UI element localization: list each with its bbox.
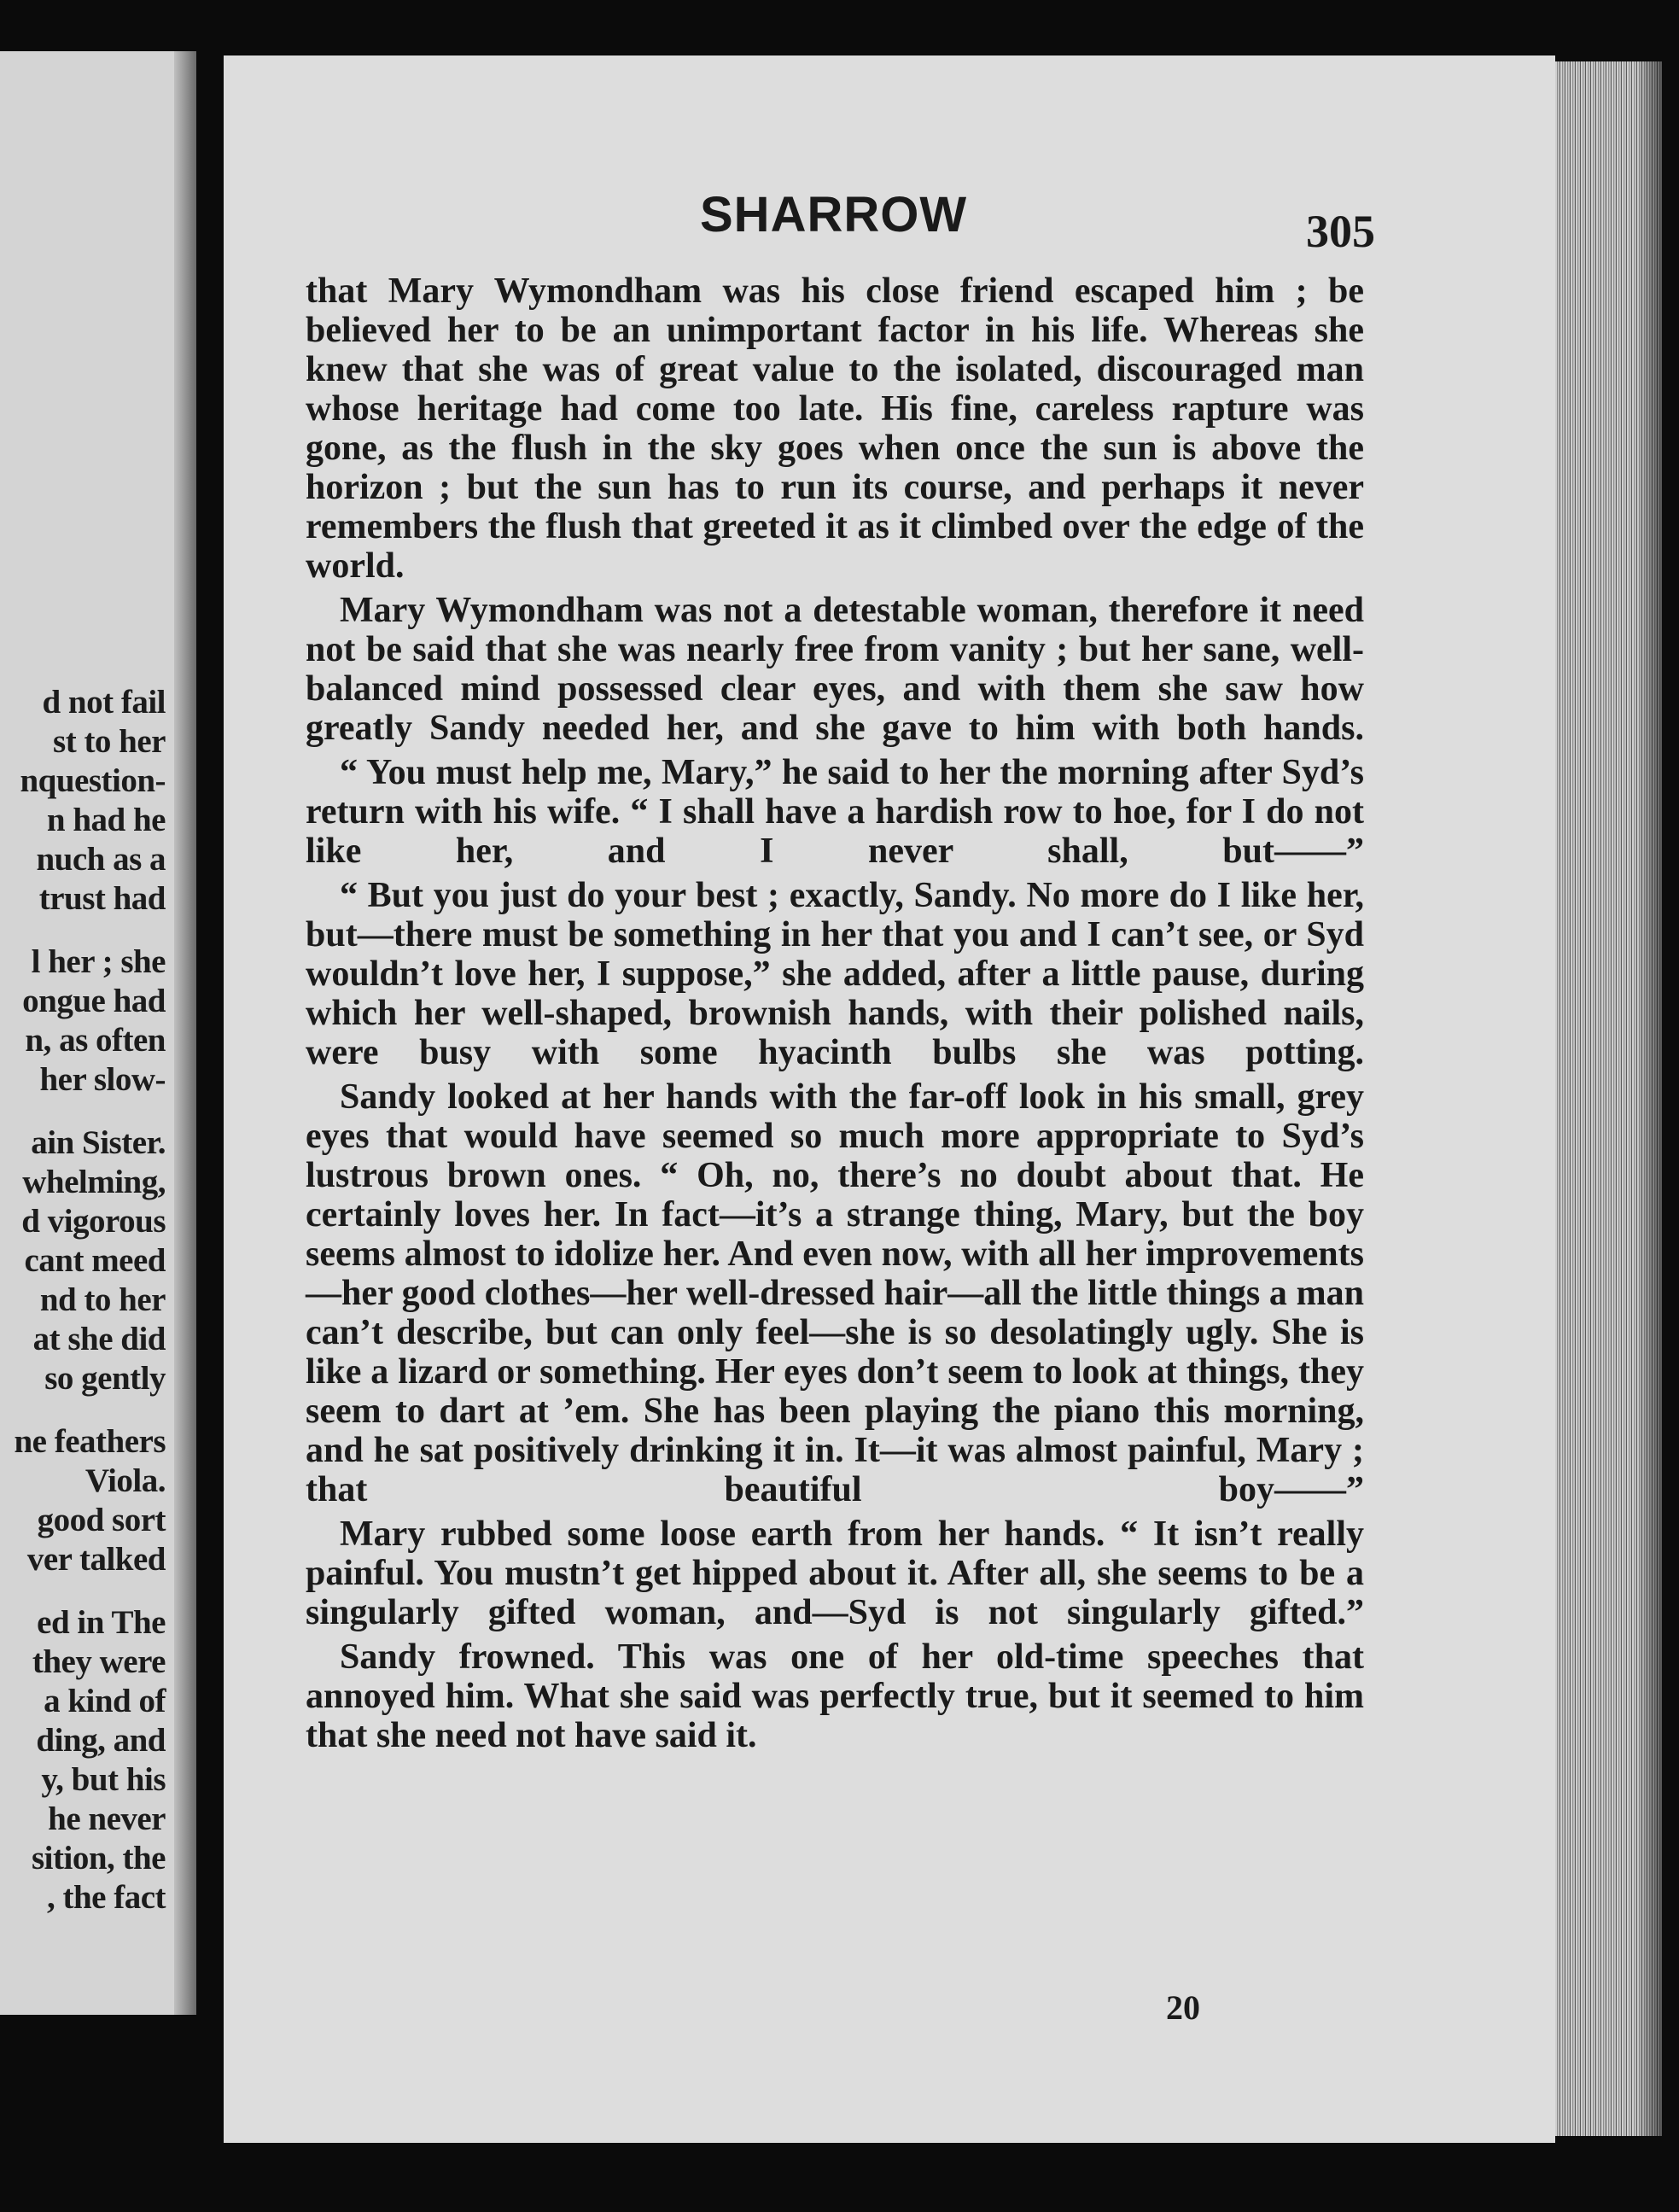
paragraph: Sandy looked at her hands with the far-off look in his small, grey eyes that would have seemed so much more appropriate to Syd’s lustrous brown ones. “ Oh, no, there’s no doubt about that. He certainly loves her. In fact—it’s a strange thing, Mary, but the boy seems almost to idolize her. And even now, with all her improvements—her good clothes—her well-dressed hair—all the little things a man can’t describe, but can only feel—she is so desolatingly ugly. She is like a lizard or something. Her eyes don’t seem to look at things, they seem to dart at ’em. She has been playing the piano this morning, and he sat positively drinking it in. It—it was almost painful, Mary ; that beautiful boy——” [306, 1077, 1364, 1509]
paragraph: Mary rubbed some loose earth from her hands. “ It isn’t really painful. You mustn’t get hipped about it. After all, she seems to be a singularly gifted woman, and—Syd is not singularly gifted.” [306, 1515, 1364, 1632]
facing-page-line: nuch as a [36, 841, 166, 878]
facing-page-line: Viola. [85, 1462, 166, 1499]
body-text [306, 271, 1364, 1755]
signature-mark: 20 [1166, 1988, 1200, 2027]
facing-page-line: l her ; she [31, 943, 166, 980]
facing-page-line: sition, the [31, 1840, 166, 1876]
facing-page-line: st to her [53, 723, 166, 760]
facing-page-line: ed in The [37, 1604, 166, 1641]
page-stack-edge [1555, 61, 1662, 2136]
facing-page-line: a kind of [44, 1683, 166, 1719]
facing-page-gutter [174, 51, 196, 2015]
paragraph: “ You must help me, Mary,” he said to her the morning after Syd’s return with his wife. “ I shall have a hardish row to hoe, for I do not like her, and I never shall, but——” [306, 753, 1364, 871]
facing-page-line: ain Sister. [31, 1124, 166, 1161]
facing-page-line: ding, and [36, 1722, 166, 1759]
paragraph: Mary Wymondham was not a detestable woman, therefore it need not be said that she was nearly free from vanity ; but her sane, well-balanced mind possessed clear eyes, and with them she saw how greatly Sandy needed her, and she gave to him with both hands. [306, 591, 1364, 748]
facing-page-line: at she did [32, 1321, 166, 1357]
facing-page-line: whelming, [22, 1164, 166, 1200]
facing-page-line: n had he [46, 802, 166, 838]
facing-page-line: he never [48, 1801, 166, 1837]
facing-page-line: ne feathers [14, 1423, 166, 1460]
paragraph: that Mary Wymondham was his close friend escaped him ; be believed her to be an unimportant factor in his life. Whereas she knew that she was of great value to the isolated, discouraged man whose heritage had come too late. His fine, careless rapture was gone, as the flush in the sky goes when once the sun is above the horizon ; but the sun has to run its course, and perhaps it never remembers the flush that greeted it as it climbed over the edge of the world. [306, 271, 1364, 586]
facing-page-line: ongue had [22, 983, 166, 1019]
facing-page-left [0, 51, 196, 2015]
paragraph: “ But you just do your best ; exactly, Sandy. No more do I like her, but—there must be something in her that you and I can’t see, or Syd wouldn’t love her, I suppose,” she added, after a little pause, during which her well-shaped, brownish hands, with their polished nails, were busy with some hyacinth bulbs she was potting. [306, 876, 1364, 1072]
page-number: 305 [1306, 206, 1375, 257]
paragraph: Sandy frowned. This was one of her old-time speeches that annoyed him. What she said was perfectly true, but it seemed to him that she need not have said it. [306, 1637, 1364, 1755]
facing-page-line: her slow- [39, 1061, 166, 1098]
facing-page-line: trust had [38, 880, 166, 917]
facing-page-line: d vigorous [21, 1203, 166, 1240]
facing-page-line: good sort [37, 1502, 166, 1538]
facing-page-line: , the fact [46, 1879, 166, 1916]
facing-page-line: cant meed [24, 1242, 166, 1279]
facing-page-line: y, but his [41, 1761, 166, 1798]
facing-page-line: n, as often [25, 1022, 166, 1059]
facing-page-line: so gently [44, 1360, 166, 1397]
facing-page-line: they were [32, 1643, 166, 1680]
facing-page-line: nquestion- [20, 762, 166, 799]
facing-page-line: ver talked [26, 1541, 166, 1578]
facing-page-line: nd to her [39, 1281, 166, 1318]
facing-page-line: d not fail [42, 684, 166, 721]
running-head: SHARROW [700, 187, 968, 242]
